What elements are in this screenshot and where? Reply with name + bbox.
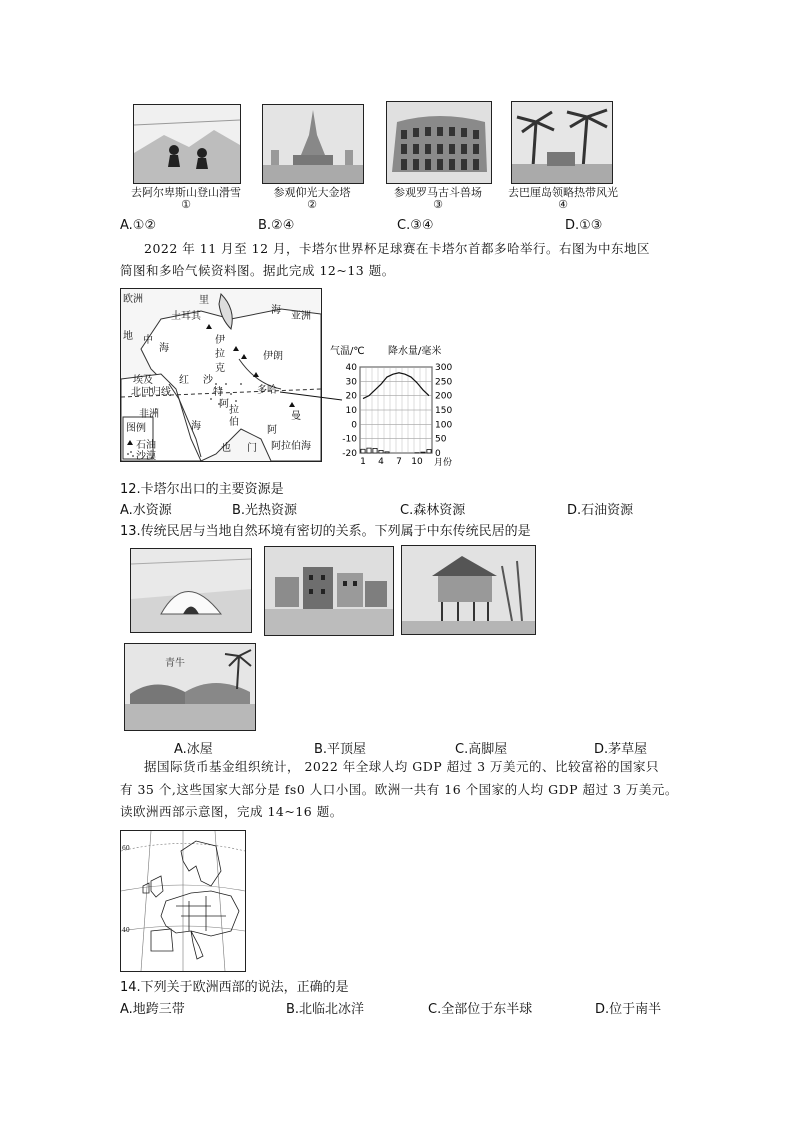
q12-option-a[interactable]: A.水资源 — [120, 503, 172, 518]
legend-title: 图例 — [126, 423, 146, 434]
middle-east-map — [120, 288, 322, 462]
map-label-yi: 伊 — [215, 335, 225, 346]
lat-label-40: 40 — [122, 927, 130, 934]
precipitation-bar — [427, 450, 431, 453]
photo-num-2: ② — [307, 198, 317, 211]
photo-bali-tropical — [511, 101, 613, 184]
map-label-africa: 非洲 — [139, 409, 159, 420]
q14-stem: 14.下列关于欧洲西部的说法，正确的是 — [120, 980, 349, 995]
map-label-ke: 克 — [215, 363, 225, 374]
intro-q14-16-line2: 有 35 个,这些国家大部分是 fs0 人口小国。欧洲一共有 16 个国家的人均 GDP 超过 3 万美元。 — [120, 782, 678, 797]
map-label-a-oman: 阿 — [267, 425, 277, 436]
map-label-men: 门 — [247, 443, 257, 454]
precipitation-bar — [379, 450, 383, 453]
map-label-tropic: 北回归线 — [131, 387, 171, 398]
precipitation-bar — [367, 448, 371, 453]
photo-num-4: ④ — [558, 198, 568, 211]
map-label-sha: 沙 — [203, 375, 213, 386]
x-tick-label: 1 — [360, 457, 366, 467]
left-tick-label: -20 — [342, 449, 357, 459]
tropical-image — [512, 102, 612, 183]
map-label-hai-caspian: 海 — [271, 305, 281, 316]
q12-stem: 12.卡塔尔出口的主要资源是 — [120, 482, 284, 497]
skiing-image — [134, 105, 240, 183]
precipitation-bar — [385, 452, 389, 453]
x-tick-label: 4 — [378, 457, 384, 467]
map-label-bo: 伯 — [229, 417, 239, 428]
x-tick-label: 10 — [411, 457, 423, 467]
intro-q12-13-line1: 2022 年 11 月至 12 月，卡塔尔世界杯足球赛在卡塔尔首都多哈举行。右图为中东地区 — [144, 241, 650, 256]
left-axis-label: 气温/℃ — [330, 346, 365, 357]
q13-option-a[interactable]: A.冰屋 — [174, 742, 213, 757]
thatched-hut-image — [125, 644, 255, 730]
map-label-iran: 伊朗 — [263, 351, 283, 362]
map-label-hai-red: 海 — [191, 421, 201, 432]
q14-option-d[interactable]: D.位于南半 — [595, 1002, 662, 1017]
photo-caption-1: 去阿尔卑斯山登山滑雪 — [131, 186, 241, 199]
x-tick-label: 7 — [396, 457, 402, 467]
intro-q14-16-line3: 读欧洲西部示意图，完成 14~16 题。 — [120, 804, 343, 819]
map-label-egypt: 埃及 — [133, 375, 153, 386]
q13-stem: 13.传统民居与当地自然环境有密切的关系。下列属于中东传统民居的是 — [120, 524, 531, 539]
right-tick-label: 0 — [435, 449, 441, 459]
map-label-turkey: 土耳其 — [171, 311, 201, 322]
map-label-di: 地 — [123, 331, 133, 342]
q11-option-c[interactable]: C.③④ — [397, 218, 434, 233]
legend-oil: 石油 — [136, 440, 156, 451]
intro-q12-13-line2: 简图和多哈气候资料图。据此完成 12~13 题。 — [120, 263, 395, 278]
right-axis-label: 降水量/毫米 — [388, 346, 442, 357]
q14-option-b[interactable]: B.北临北冰洋 — [286, 1002, 365, 1017]
photo-caption-4: 去巴厘岛领略热带风光 — [508, 186, 618, 199]
photo-shwedagon-pagoda — [262, 104, 364, 184]
photo-num-1: ① — [181, 198, 191, 211]
right-tick-label: 250 — [435, 377, 453, 388]
right-tick-label: 300 — [435, 363, 453, 373]
map-label-a: 阿 — [219, 399, 229, 410]
flat-roof-image — [265, 547, 393, 635]
map-label-la: 拉 — [215, 349, 225, 360]
map-label-europe: 欧洲 — [123, 294, 143, 305]
map-label-zhong: 中 — [143, 335, 153, 346]
map-label-la2: 拉 — [229, 405, 239, 416]
q14-option-c[interactable]: C.全部位于东半球 — [428, 1002, 533, 1017]
q12-option-c[interactable]: C.森林资源 — [400, 503, 466, 518]
map-label-arabian-sea: 阿拉伯海 — [271, 441, 311, 452]
photo-caption-3: 参观罗马古斗兽场 — [394, 186, 482, 199]
photo-igloo — [130, 548, 252, 633]
map-label-doha: 多哈 — [257, 385, 277, 396]
map-label-li: 里 — [199, 295, 209, 306]
photo-flat-roof — [264, 546, 394, 636]
left-tick-label: 30 — [345, 377, 357, 388]
colosseum-image — [387, 102, 491, 183]
svg-text:青牛: 青牛 — [165, 658, 185, 669]
legend-desert: 沙漠 — [136, 451, 156, 462]
precipitation-bar — [373, 448, 377, 453]
right-tick-label: 200 — [435, 391, 453, 402]
q13-option-b[interactable]: B.平顶屋 — [314, 742, 367, 757]
map-label-ye: 也 — [221, 443, 231, 454]
left-tick-label: 10 — [345, 406, 357, 416]
photo-stilt-house — [401, 545, 536, 635]
q11-option-d[interactable]: D.①③ — [565, 218, 603, 233]
q12-option-d[interactable]: D.石油资源 — [567, 503, 634, 518]
photo-alps-skiing — [133, 104, 241, 184]
right-tick-label: 100 — [435, 420, 453, 431]
q11-option-b[interactable]: B.②④ — [258, 218, 295, 233]
photo-roman-colosseum — [386, 101, 492, 184]
lat-label-60: 60 — [122, 845, 130, 852]
precipitation-bar — [361, 449, 365, 453]
left-tick-label: 0 — [351, 420, 357, 431]
left-tick-label: 20 — [345, 391, 357, 402]
doha-climate-chart — [330, 342, 460, 472]
igloo-image — [131, 549, 251, 632]
right-tick-label: 150 — [435, 406, 453, 416]
precipitation-bar — [421, 452, 425, 453]
q12-option-b[interactable]: B.光热资源 — [232, 503, 298, 518]
left-tick-label: -10 — [342, 434, 357, 445]
intro-q14-16-line1: 据国际货币基金组织统计， 2022 年全球人均 GDP 超过 3 万美元的、比较富裕的国家只 — [144, 759, 660, 774]
map-label-te: 特 — [213, 387, 223, 398]
western-europe-map-drawing — [121, 831, 245, 971]
map-label-man: 曼 — [291, 411, 301, 422]
q13-option-c[interactable]: C.高脚屋 — [455, 742, 508, 757]
q11-option-a[interactable]: A.①② — [120, 218, 157, 233]
q14-option-a[interactable]: A.地跨三带 — [120, 1002, 185, 1017]
photo-caption-2: 参观仰光大金塔 — [273, 186, 351, 199]
q13-option-d[interactable]: D.茅草屋 — [594, 742, 648, 757]
map-label-hai-med: 海 — [159, 343, 169, 354]
map-label-asia: 亚洲 — [291, 311, 311, 322]
photo-num-3: ③ — [433, 198, 443, 211]
x-axis-label: 月份 — [434, 458, 453, 468]
right-tick-label: 50 — [435, 434, 447, 445]
pagoda-image — [263, 105, 363, 183]
photo-thatched-hut — [124, 643, 256, 731]
stilt-house-image — [402, 546, 535, 634]
map-label-hong: 红 — [179, 375, 189, 386]
western-europe-map — [120, 830, 246, 972]
left-tick-label: 40 — [345, 363, 357, 373]
